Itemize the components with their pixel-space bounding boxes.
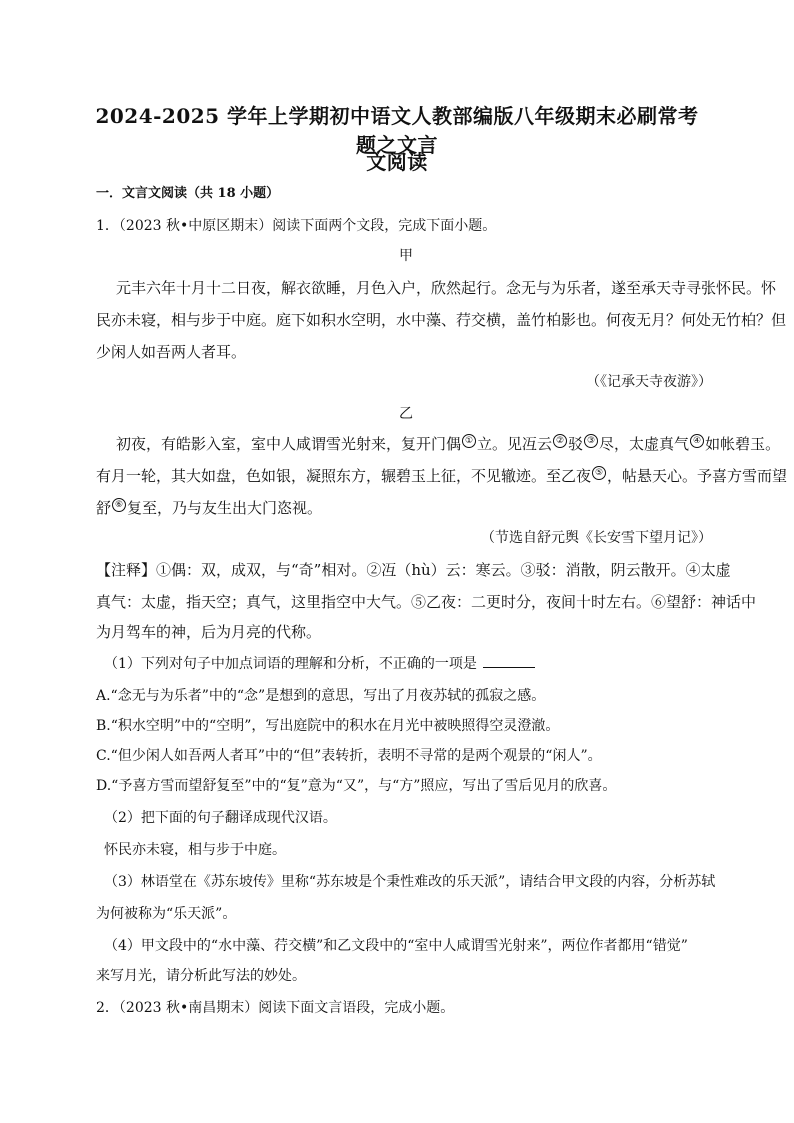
subquestion-1 [104, 654, 724, 674]
footnote-marker-5: ⑤ [592, 466, 606, 480]
passage-yi-text: 立。见冱云 [477, 435, 553, 453]
question-1-stem: 1．（2023 秋•中原区期末）阅读下面两个文段，完成下面小题。 [96, 218, 497, 234]
document-title-line-1: 2024-2025 学年上学期初中语文人教部编版八年级期末必刷常考题之文言 [95, 104, 699, 157]
footnote-marker-3: ③ [584, 434, 598, 448]
answer-blank[interactable] [483, 655, 535, 668]
section-heading: 一．文言文阅读（共 18 小题） [96, 186, 280, 201]
passage-jia-line-1: 元丰六年十月十二日夜，解衣欲睡，月色入户，欣然起行。念无与为乐者，遂至承天寺寻张怀民。怀 [116, 279, 777, 297]
passage-yi-text: 尽，太虚真气 [599, 435, 690, 453]
passage-yi-text: 复至，乃与友生出大门恣视。 [127, 499, 323, 517]
passage-yi-label: 乙 [399, 406, 413, 422]
subquestion-2: （2）把下面的句子翻译成现代汉语。 [104, 810, 337, 826]
document-title-line-2: 文阅读 [366, 150, 428, 174]
passage-jia-line-3: 少闲人如吾两人者耳。 [96, 343, 247, 361]
notes-line-3: 为月驾车的神，后为月亮的代称。 [96, 623, 322, 641]
subquestion-3-line-2: 为何被称为“乐天派”。 [96, 906, 237, 922]
option-a: A.“念无与为乐者”中的“念”是想到的意思，写出了月夜苏轼的孤寂之感。 [96, 688, 546, 704]
subquestion-4-line-1: （4）甲文段中的“水中藻、荇交横”和乙文段中的“室中人咸谓雪光射来”，两位作者都用“错觉” [104, 938, 688, 954]
subquestion-1-text: （1）下列对句子中加点词语的理解和分析，不正确的一项是 [104, 656, 477, 672]
passage-yi-text: 初夜，有皓影入室，室中人咸谓雪光射来，复开门偶 [116, 435, 462, 453]
passage-yi-text: 有月一轮，其大如盘，色如银，凝照东方，辗碧玉上征，不见辙迹。至乙夜 [96, 467, 592, 485]
passage-yi-line-3 [96, 498, 716, 518]
footnote-marker-1: ① [462, 434, 476, 448]
option-b: B.“积水空明”中的“空明”，写出庭院中的积水在月光中被映照得空灵澄澈。 [96, 718, 560, 734]
footnote-marker-6: ⑥ [112, 498, 126, 512]
footnote-marker-4: ④ [690, 434, 704, 448]
passage-yi-line-2 [96, 466, 788, 486]
option-d: D.“予喜方雪而望舒复至”中的“复”意为“又”，与“方”照应，写出了雪后见月的欣喜。 [96, 778, 617, 794]
passage-jia-label: 甲 [399, 248, 413, 264]
footnote-marker-2: ② [553, 434, 567, 448]
subquestion-3-line-1: （3）林语堂在《苏东坡传》里称“苏东坡是个秉性难改的乐天派”，请结合甲文段的内容，分析苏轼 [104, 874, 716, 890]
question-2-stem: 2．（2023 秋•南昌期末）阅读下面文言语段，完成小题。 [96, 1000, 455, 1016]
passage-yi-text: 如帐碧玉。 [705, 435, 781, 453]
option-c: C.“但少闲人如吾两人者耳”中的“但”表转折，表明不寻常的是两个观景的“闲人”。 [96, 748, 602, 764]
passage-jia-source: （《记承天寺夜游》） [586, 374, 712, 390]
passage-yi-source: （节选自舒元舆《长安雪下望月记》） [481, 530, 712, 546]
passage-yi-line-1 [116, 434, 781, 454]
passage-yi-text: 舒 [96, 499, 112, 517]
passage-jia-line-2: 民亦未寝，相与步于中庭。庭下如积水空明，水中藻、荇交横，盖竹柏影也。何夜无月？何处无竹柏？但 [96, 311, 787, 329]
subquestion-4-line-2: 来写月光，请分析此写法的妙处。 [96, 968, 306, 984]
notes-line-1: 【注释】①偶：双，成双，与“奇”相对。②冱（hù）云：寒云。③驳：消散，阴云散开。④太虚 [96, 561, 731, 579]
subquestion-2-sentence: 怀民亦未寝，相与步于中庭。 [104, 842, 286, 858]
passage-yi-text: ，帖悬天心。予喜方雪而望 [607, 467, 788, 485]
notes-line-2: 真气：太虚，指天空；真气，这里指空中大气。⑤乙夜：二更时分，夜间十时左右。⑥望舒：神话中 [96, 593, 757, 611]
passage-yi-text: 驳 [568, 435, 584, 453]
